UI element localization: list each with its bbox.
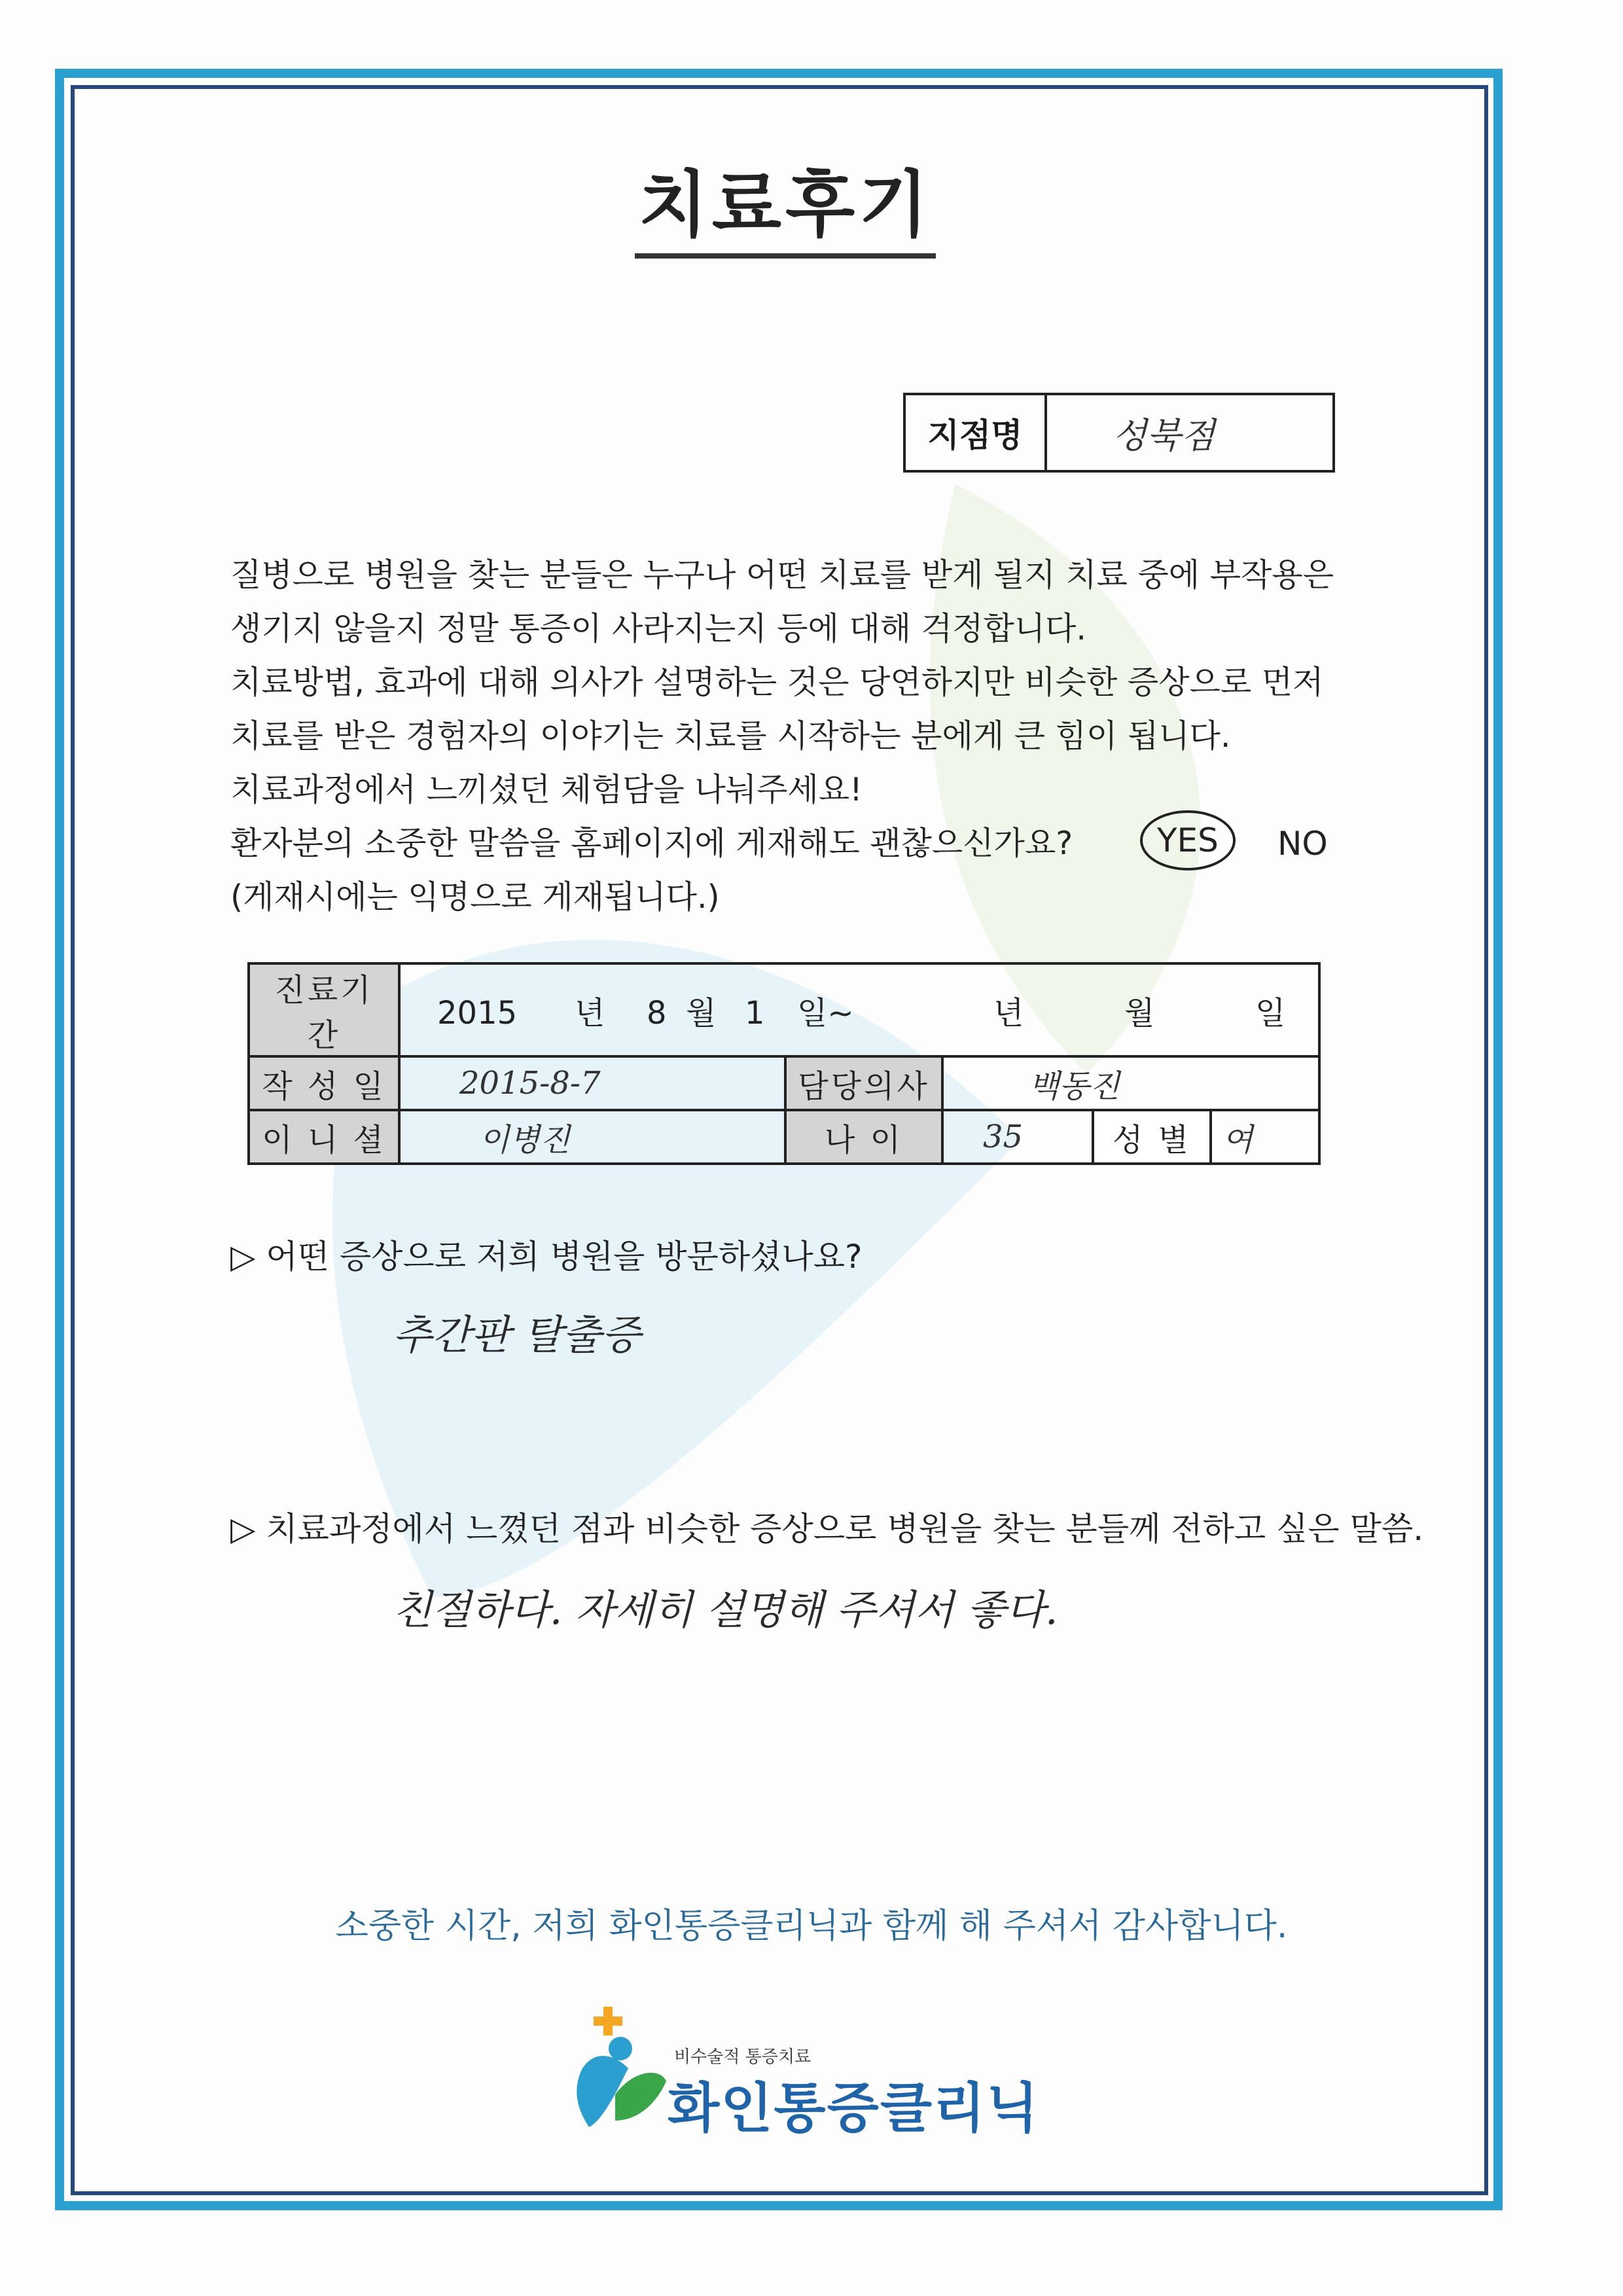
thanks-message: 소중한 시간, 저희 화인통증클리닉과 함께 해 주셔서 감사합니다. [335,1907,1288,1946]
consent-no-option[interactable]: NO [1277,825,1328,863]
written-label: 작 성 일 [249,1056,399,1110]
day-unit-tilde: 일~ [797,994,854,1031]
intro-line: 치료과정에서 느끼셨던 체험담을 나눠주세요! [230,771,863,808]
question-text: 어떤 증상으로 저희 병원을 방문하셨나요? [266,1238,863,1276]
year-unit: 년 [993,994,1024,1031]
page-title: 치료후기 [635,164,936,259]
month-unit: 월 [686,994,717,1031]
logo-icon [569,2003,668,2134]
intro-line: 질병으로 병원을 찾는 분들은 누구나 어떤 치료를 받게 될지 치료 중에 부작용은 [230,556,1334,594]
question-text: 치료과정에서 느꼈던 점과 비슷한 증상으로 병원을 찾는 분들께 전하고 싶은 말씀. [266,1510,1424,1548]
intro-line: 생기지 않을지 정말 통증이 사라지는지 등에 대해 걱정합니다. [230,610,1086,647]
triangle-icon: ▷ [230,1510,256,1548]
branch-label: 지점명 [906,395,1047,470]
answer-2: 친절하다. 자세히 설명해 주셔서 좋다. [393,1586,1058,1634]
period-start-month: 8 [647,994,667,1031]
intro-line: 치료를 받은 경험자의 이야기는 치료를 시작하는 분에게 큰 힘이 됩니다. [230,717,1231,755]
question-2 [230,1503,1423,1550]
sex-label: 성 별 [1093,1110,1211,1164]
initial-value: 이병진 [399,1110,785,1164]
logo-subtitle: 비수술적 통증치료 [674,2047,812,2067]
day-unit: 일 [1255,994,1286,1031]
clinic-logo [569,2003,1067,2140]
intro-line: 치료방법, 효과에 대해 의사가 설명하는 것은 당연하지만 비슷한 증상으로 먼저 [230,664,1324,701]
sex-value: 여 [1211,1110,1319,1164]
answer-1: 추간판 탈출증 [393,1311,641,1359]
doctor-value: 백동진 [942,1056,1319,1110]
triangle-icon: ▷ [230,1238,256,1276]
period-start-year: 2015 [437,994,518,1031]
initial-label: 이 니 셜 [249,1110,399,1164]
written-value: 2015-8-7 [399,1056,785,1110]
branch-box [903,393,1335,473]
doctor-label: 담당의사 [785,1056,942,1110]
consent-question: 환자분의 소중한 말씀을 홈페이지에 게재해도 괜찮으신가요? [230,825,1073,862]
intro-text [230,548,1343,924]
period-value [399,963,1319,1056]
consent-line [230,817,1343,870]
year-unit: 년 [575,994,605,1031]
period-label: 진료기간 [249,963,399,1056]
period-start-day: 1 [745,994,765,1031]
patient-info-table [247,962,1321,1165]
logo-name: 화인통증클리닉 [668,2077,1040,2140]
branch-value: 성북점 [1113,414,1215,456]
table-row [249,1056,1319,1110]
age-label: 나 이 [785,1110,942,1164]
table-row [249,963,1319,1056]
question-1 [230,1230,863,1278]
age-value: 35 [942,1110,1093,1164]
anonymous-note: (게재시에는 익명으로 게재됩니다.) [230,878,720,916]
table-row [249,1110,1319,1164]
consent-yes-option[interactable]: YES [1140,810,1236,870]
month-unit: 월 [1124,994,1155,1031]
